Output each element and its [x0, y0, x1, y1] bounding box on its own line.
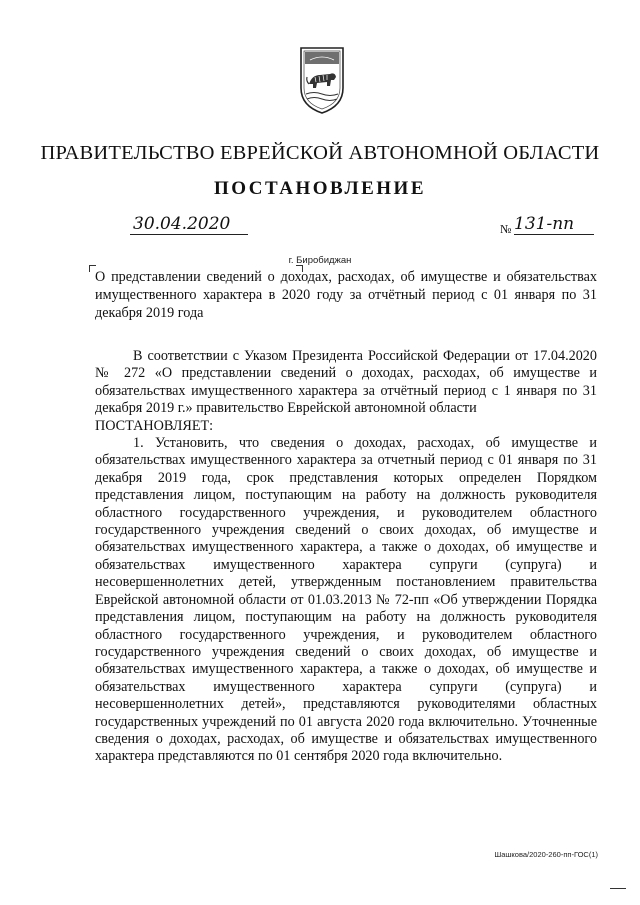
coat-of-arms-icon	[298, 44, 346, 116]
preamble-paragraph: В соответствии с Указом Президента Российской Федерации от 17.04.2020 № 272 «О представлении сведений о доходах, расходах, об имуществе и обязательствах имущественного характера за отчётный период с 1 января по 31 декабря 2019 г.» правительство Еврейской автономной области	[95, 348, 597, 417]
page-mark	[610, 888, 626, 889]
document-date: 30.04.2020	[130, 214, 248, 235]
city: г. Биробиджан	[288, 255, 352, 266]
document-body	[95, 348, 597, 766]
document-number: 131-пп	[514, 214, 594, 235]
resolves-heading: ПОСТАНОВЛЯЕТ:	[95, 417, 214, 434]
document-type: ПОСТАНОВЛЕНИЕ	[213, 178, 427, 199]
number-label: №	[500, 222, 512, 236]
footer-reference: Шашкова/2020-260-пп-ГОС(1)	[494, 850, 598, 859]
document-subject: О представлении сведений о доходах, расходах, об имуществе и обязательствах имущественного характера в 2020 году за отчётный период с 01 января по 31 декабря 2019 года	[95, 269, 597, 321]
organization-title: ПРАВИТЕЛЬСТВО ЕВРЕЙСКОЙ АВТОНОМНОЙ ОБЛАСТИ	[40, 142, 600, 164]
item-1-paragraph: 1. Установить, что сведения о доходах, расходах, об имуществе и обязательствах имущественного характера за отчетный период с 01 января по 31 декабря 2019 года, срок представления которых определен Порядком представления лицом, поступающим на работу на должность руководителя областного государственного учреждения, и руководителем областного государственного учреждения сведений о своих доходах, об имуществе и обязательствах имущественного характера, а также о доходах, об имуществе и обязательствах имущественного характера супруги (супруга) и несовершеннолетних детей, утвержденным постановлением правительства Еврейской автономной области от 01.03.2013 № 72-пп «Об утверждении Порядка представления лицом, поступающим на работу на должность руководителя областного государственного учреждения, и руководителем областного государственного учреждения сведений о своих доходах, об имуществе и обязательствах имущественного характера, а также о доходах, об имуществе и обязательствах имущественного характера супруги (супруга) и несовершеннолетних детей», представляются руководителями областных государственных учреждений по 01 августа 2020 года включительно. Уточненные сведения о доходах, расходах, об имуществе и обязательствах имущественного характера представляются по 01 сентября 2020 года включительно.	[95, 435, 597, 765]
